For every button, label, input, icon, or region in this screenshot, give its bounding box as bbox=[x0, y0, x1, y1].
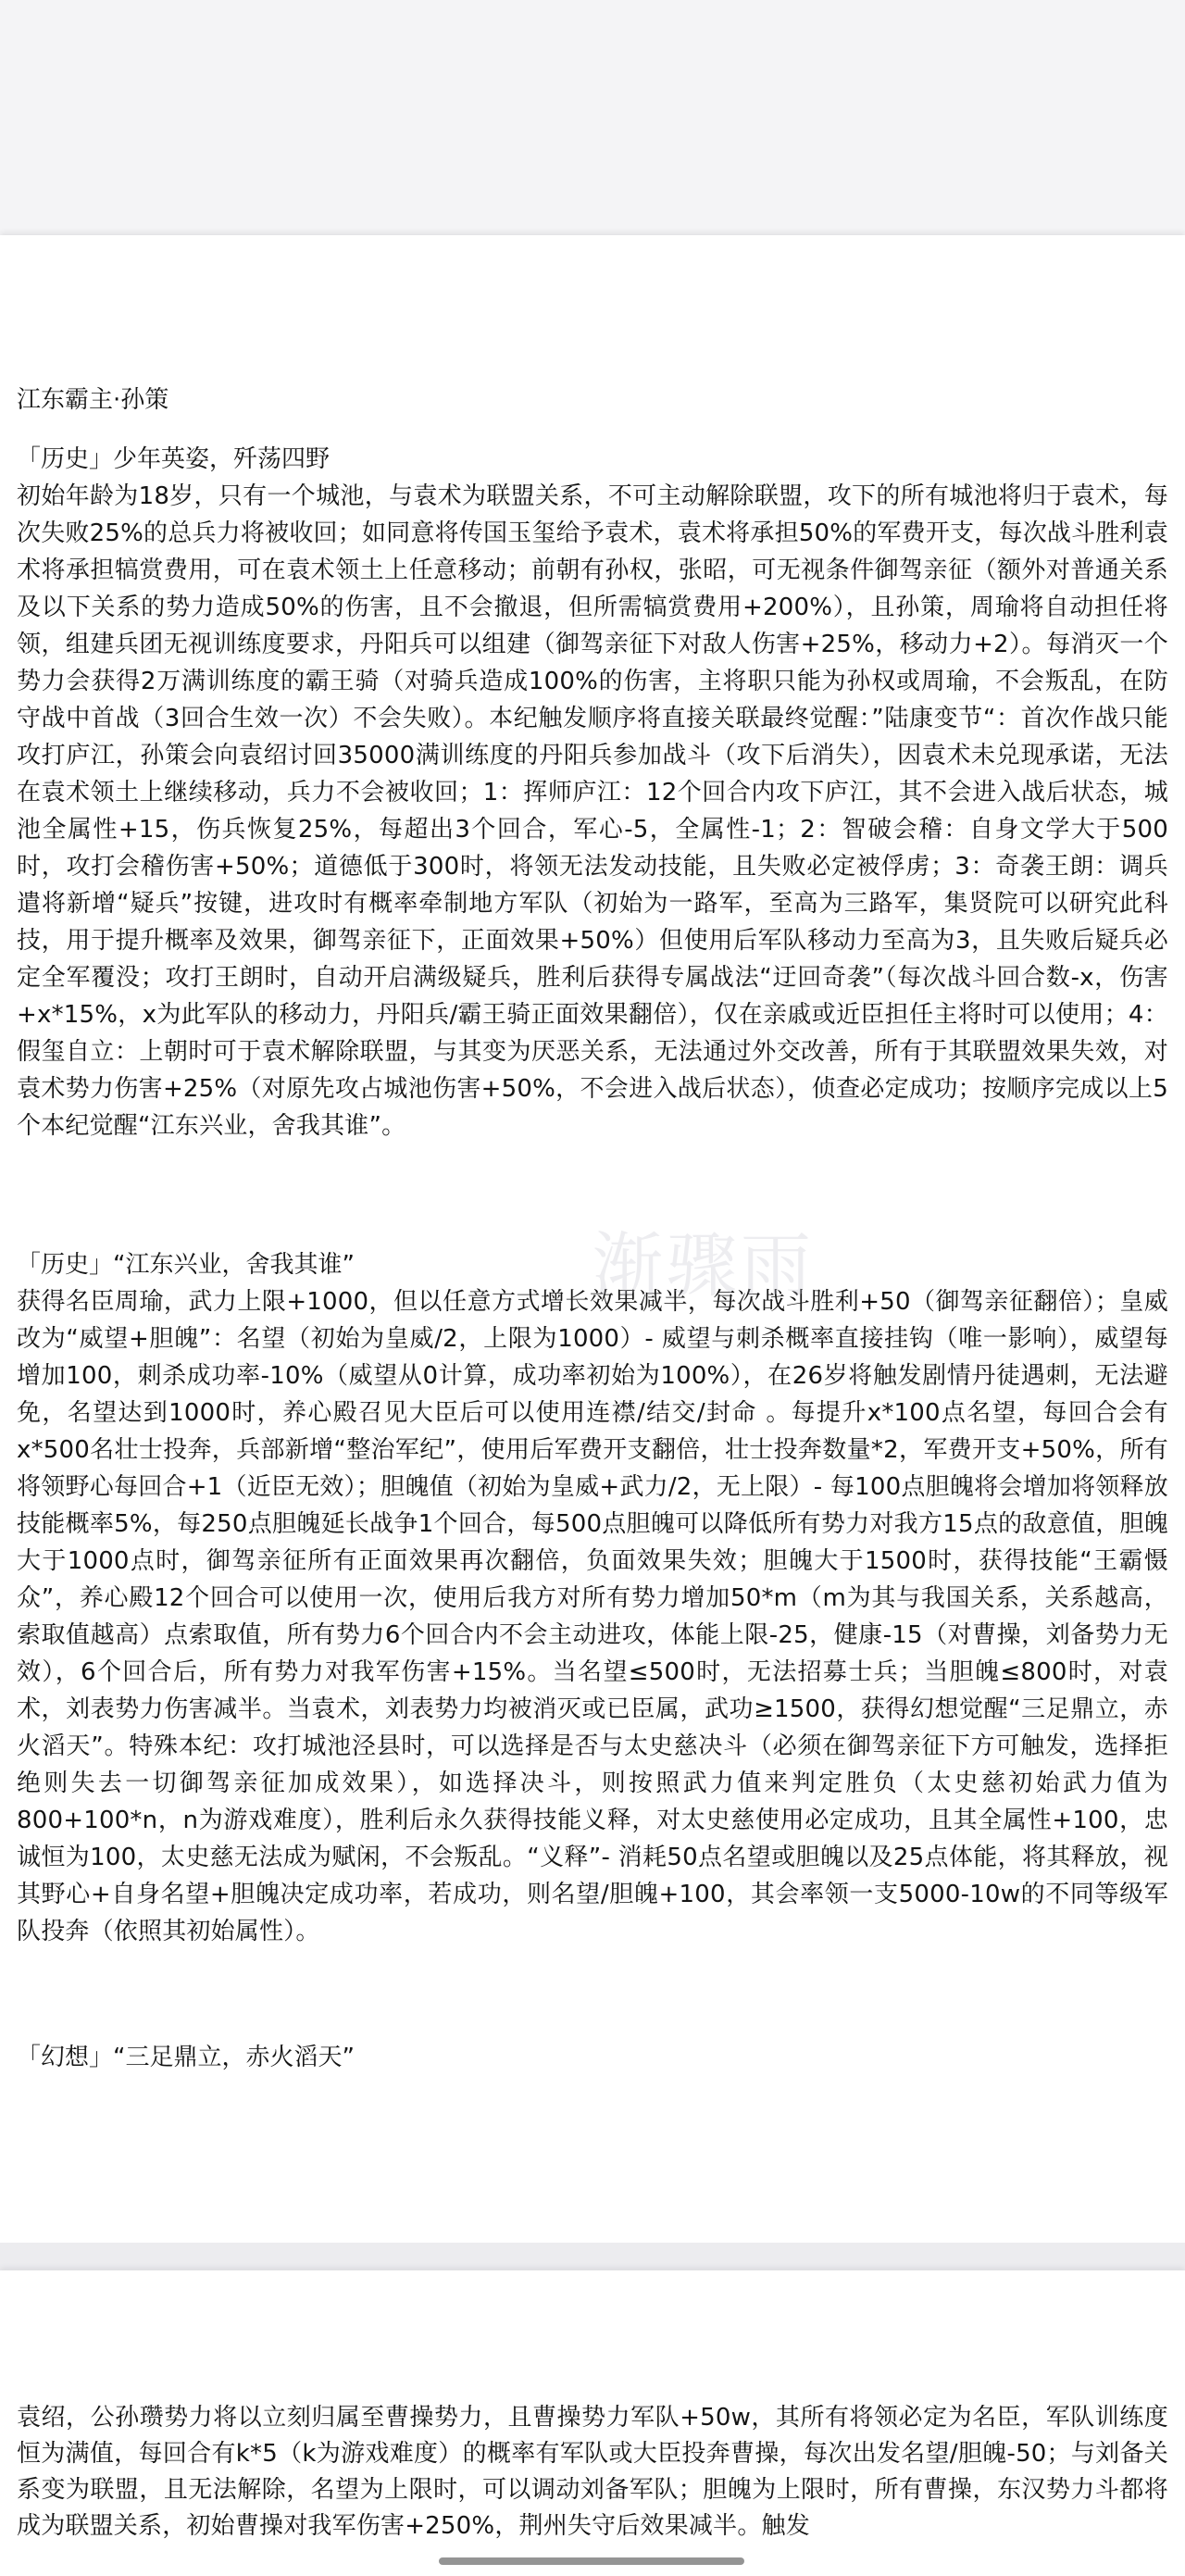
scroll-indicator[interactable] bbox=[439, 2557, 744, 2565]
section-fantasy-body bbox=[17, 2400, 1168, 2545]
section-heading: 「历史」“江东兴业，舍我其谁” bbox=[17, 1251, 355, 1279]
section-body: 初始年龄为18岁，只有一个城池，与袁术为联盟关系，不可主动解除联盟，攻下的所有城池将归于袁术，每次失败25%的总兵力将被收回；如同意将传国玉玺给予袁术，袁术将承担50%的军费开支，每次战斗胜利袁术将承担犒赏费用，可在袁术领土上任意移动；前朝有孙权，张昭，可无视条件御驾亲征（额外对普通关系及以下关系的势力造成50%的伤害，且不会撤退，但所需犒赏费用+200%），且孙策，周瑜将自动担任将领，组建兵团无视训练度要求，丹阳兵可以组建（御驾亲征下对敌人伤害+25%，移动力+2）。每消灭一个势力会获得2万满训练度的霸王骑（对骑兵造成100%的伤害，主将职只能为孙权或周瑜，不会叛乱，在防守战中首战（3回合生效一次）不会失败）。本纪触发顺序将直接关联最终觉醒：”陆康变节“：首次作战只能攻打庐江，孙策会向袁绍讨回35000满训练度的丹阳兵参加战斗（攻下后消失），因袁术未兑现承诺，无法在袁术领土上继续移动，兵力不会被收回；1：挥师庐江：12个回合内攻下庐江，其不会进入战后状态，城池全属性+15，伤兵恢复25%，每超出3个回合，军心-5，全属性-1；2：智破会稽：自身文学大于500时，攻打会稽伤害+50%；道德低于300时，将领无法发动技能，且失败必定被俘虏；3：奇袭王朗：调兵遣将新增“疑兵”按键，进攻时有概率牵制地方军队（初始为一路军，至高为三路军，集贤院可以研究此科技，用于提升概率及效果，御驾亲征下，正面效果+50%）但使用后军队移动力至高为3，且失败后疑兵必定全军覆没；攻打王朗时，自动开启满级疑兵，胜利后获得专属战法“迂回奇袭”（每次战斗回合数-x，伤害+x*15%，x为此军队的移动力，丹阳兵/霸王骑正面效果翻倍），仅在亲戚或近臣担任主将时可以使用；4：假玺自立：上朝时可于袁术解除联盟，与其变为厌恶关系，无法通过外交改善，所有于其联盟效果失效，对袁术势力伤害+25%（对原先攻占城池伤害+50%，不会进入战后状态），侦查必定成功；按顺序完成以上5个本纪觉醒“江东兴业，舍我其谁”。 bbox=[17, 482, 1168, 1140]
section-body: 获得名臣周瑜，武力上限+1000，但以任意方式增长效果减半，每次战斗胜利+50（御驾亲征翻倍）；皇威改为“威望+胆魄”：名望（初始为皇威/2，上限为1000）- 威望与刺杀概率直接挂钩（唯一影响），威望每增加100，刺杀成功率-10%（威望从0计算，成功率初始为100%），在26岁将触发剧情丹徒遇刺，无法避免，名望达到1000时，养心殿召见大臣后可以使用连襟/结交/封命 。每提升x*100点名望，每回合会有x*500名壮士投奔，兵部新增“整治军纪”，使用后军费开支翻倍，壮士投奔数量*2，军费开支+50%，所有将领野心每回合+1（近臣无效）；胆魄值（初始为皇威+武力/2，无上限）- 每100点胆魄将会增加将领释放技能概率5%，每250点胆魄延长战争1个回合，每500点胆魄可以降低所有势力对我方15点的敌意值，胆魄大于1000点时，御驾亲征所有正面效果再次翻倍，负面效果失效；胆魄大于1500时，获得技能“王霸慑众”，养心殿12个回合可以使用一次，使用后我方对所有势力增加50*m（m为其与我国关系，关系越高，索取值越高）点索取值，所有势力6个回合内不会主动进攻，体能上限-25，健康-15（对曹操，刘备势力无效），6个回合后，所有势力对我军伤害+15%。当名望≤500时，无法招募士兵；当胆魄≤800时，对袁术，刘表势力伤害减半。当袁术，刘表势力均被消灭或已臣属，武功≥1500，获得幻想觉醒“三足鼎立，赤火滔天”。特殊本纪：攻打城池泾县时，可以选择是否与太史慈决斗（必须在御驾亲征下方可触发，选择拒绝则失去一切御驾亲征加成效果），如选择决斗，则按照武力值来判定胜负（太史慈初始武力值为800+100*n，n为游戏难度），胜利后永久获得技能义释，对太史慈使用必定成功，且其全属性+100，忠诚恒为100，太史慈无法成为赋闲，不会叛乱。“义释”- 消耗50点名望或胆魄以及25点体能，将其释放，视其野心+自身名望+胆魄决定成功率，若成功，则名望/胆魄+100，其会率领一支5000-10w的不同等级军队投奔（依照其初始属性）。 bbox=[17, 1288, 1168, 1945]
section-history-youth bbox=[17, 441, 1168, 1144]
document-page-1 bbox=[0, 235, 1185, 2243]
section-history-jiangdong bbox=[17, 1246, 1168, 1950]
section-heading: 「历史」少年英姿，歼荡四野 bbox=[17, 445, 331, 473]
section-heading: 「幻想」“三足鼎立，赤火滔天” bbox=[17, 2044, 355, 2071]
document-title: 江东霸主·孙策 bbox=[17, 386, 169, 414]
page-gap bbox=[0, 2243, 1185, 2270]
watermark: 渐骤雨 bbox=[592, 1224, 815, 1307]
section-body: 袁绍，公孙瓒势力将以立刻归属至曹操势力，且曹操势力军队+50w，其所有将领必定为名臣，军队训练度恒为满值，每回合有k*5（k为游戏难度）的概率有军队或大臣投奔曹操，每次出发名望/胆魄-50；与刘备关系变为联盟，且无法解除，名望为上限时，可以调动刘备军队；胆魄为上限时，所有曹操，东汉势力斗都将成为联盟关系，初始曹操对我军伤害+250%，荆州失守后效果减半。触发 bbox=[17, 2404, 1168, 2540]
section-fantasy-three-kingdoms bbox=[17, 2039, 1168, 2076]
top-margin bbox=[0, 0, 1185, 235]
document-page-2 bbox=[0, 2270, 1185, 2576]
